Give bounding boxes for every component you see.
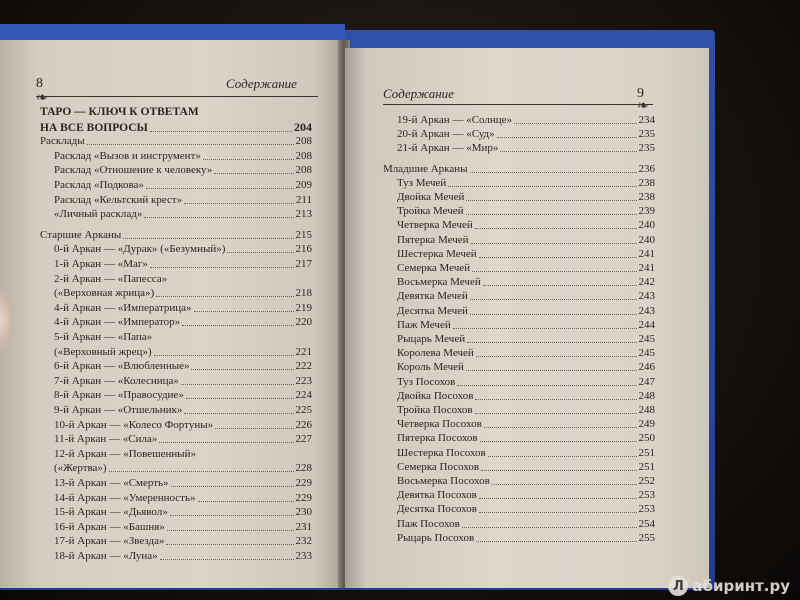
toc-entry bbox=[40, 492, 312, 505]
left-page-number: 8 bbox=[36, 76, 43, 91]
toc-entry-label: Восьмерка Мечей bbox=[397, 276, 481, 289]
toc-entry bbox=[40, 287, 312, 300]
toc-entry-page: 216 bbox=[295, 243, 312, 256]
toc-entry-page: 238 bbox=[638, 191, 655, 203]
toc-entry-page: 234 bbox=[638, 114, 655, 126]
toc-entry-label: Девятка Посохов bbox=[397, 489, 477, 502]
toc-entry bbox=[383, 376, 655, 389]
toc-entry-label: 13-й Аркан — «Смерть» bbox=[54, 477, 169, 489]
toc-leader-dots bbox=[146, 188, 294, 189]
toc-entry-label: Десятка Посохов bbox=[397, 503, 477, 516]
toc-entry-label: 17-й Аркан — «Звезда» bbox=[54, 535, 165, 548]
toc-entry bbox=[40, 331, 312, 344]
toc-leader-dots bbox=[184, 413, 293, 414]
toc-entry-label: Семерка Посохов bbox=[397, 460, 480, 473]
toc-entry-page: 253 bbox=[638, 489, 655, 502]
toc-entry bbox=[40, 389, 312, 402]
toc-entry bbox=[383, 319, 655, 332]
toc-entry-label: Младшие Арканы bbox=[383, 162, 468, 175]
toc-leader-dots bbox=[154, 355, 294, 356]
toc-leader-dots bbox=[472, 271, 636, 272]
toc-leader-dots bbox=[476, 541, 636, 542]
left-page bbox=[0, 40, 342, 588]
toc-entry-page: 253 bbox=[638, 503, 655, 516]
toc-entry-page: 249 bbox=[638, 418, 655, 431]
toc-leader-dots bbox=[475, 399, 636, 400]
right-page-number: 9 bbox=[637, 86, 644, 101]
toc-entry-page: 243 bbox=[638, 304, 655, 317]
toc-entry-label: Шестерка Мечей bbox=[397, 247, 477, 260]
toc-leader-dots bbox=[462, 527, 637, 528]
left-flourish-icon: ❧ bbox=[36, 91, 48, 106]
toc-entry-label: Двойка Мечей bbox=[397, 191, 465, 203]
toc-leader-dots bbox=[166, 544, 293, 545]
toc-leader-dots bbox=[184, 203, 294, 204]
toc-entry-page: 232 bbox=[295, 535, 312, 548]
toc-entry-label: ТАРО — КЛЮЧ К ОТВЕТАМ bbox=[40, 106, 199, 118]
toc-leader-dots bbox=[480, 441, 637, 442]
toc-entry bbox=[383, 461, 655, 474]
toc-leader-dots bbox=[144, 217, 293, 218]
toc-entry-page: 219 bbox=[295, 301, 312, 314]
toc-entry-label: 15-й Аркан — «Дьявол» bbox=[54, 506, 168, 519]
toc-entry bbox=[383, 404, 655, 417]
toc-entry bbox=[383, 163, 655, 176]
toc-entry bbox=[383, 390, 655, 403]
toc-leader-dots bbox=[214, 173, 293, 174]
toc-entry-label: Тройка Мечей bbox=[397, 205, 464, 218]
toc-entry-page: 245 bbox=[638, 347, 655, 360]
right-page bbox=[345, 48, 709, 588]
toc-entry-page: 208 bbox=[295, 135, 312, 148]
toc-leader-dots bbox=[466, 214, 637, 215]
toc-entry-page: 229 bbox=[295, 491, 312, 504]
toc-entry bbox=[40, 164, 312, 177]
toc-entry-label: 4-й Аркан — «Император» bbox=[54, 316, 181, 329]
toc-entry bbox=[383, 305, 655, 318]
toc-entry bbox=[40, 208, 312, 221]
toc-entry-label: 16-й Аркан — «Башня» bbox=[54, 520, 165, 533]
toc-entry-label: Туз Посохов bbox=[397, 375, 456, 388]
left-toc bbox=[40, 106, 312, 576]
toc-leader-dots bbox=[479, 512, 637, 513]
toc-entry-label: 21-й Аркан — «Мир» bbox=[397, 142, 499, 155]
toc-entry-label: Четверка Посохов bbox=[397, 418, 482, 431]
toc-entry-label: Король Мечей bbox=[397, 361, 464, 374]
toc-entry-label: Тройка Посохов bbox=[397, 404, 473, 416]
toc-entry-page: 229 bbox=[295, 477, 312, 489]
toc-entry bbox=[383, 248, 655, 261]
toc-entry-label: 14-й Аркан — «Умеренность» bbox=[54, 491, 196, 504]
toc-entry-label: «Личный расклад» bbox=[54, 208, 143, 221]
toc-entry bbox=[40, 106, 312, 119]
toc-entry bbox=[40, 535, 312, 548]
toc-entry bbox=[383, 432, 655, 445]
toc-entry bbox=[383, 489, 655, 502]
toc-entry bbox=[40, 360, 312, 373]
toc-entry bbox=[383, 503, 655, 516]
toc-entry-label: Рыцарь Посохов bbox=[397, 531, 475, 544]
toc-entry-label: НА ВСЕ ВОПРОСЫ bbox=[40, 121, 148, 134]
toc-leader-dots bbox=[476, 356, 637, 357]
left-header-rule bbox=[36, 96, 318, 97]
toc-entry-label: Восьмерка Посохов bbox=[397, 475, 490, 487]
toc-entry bbox=[383, 290, 655, 303]
toc-entry-label: 7-й Аркан — «Колесница» bbox=[54, 374, 179, 387]
toc-leader-dots bbox=[87, 144, 294, 145]
toc-entry bbox=[40, 316, 312, 329]
toc-entry bbox=[383, 475, 655, 488]
toc-leader-dots bbox=[215, 428, 293, 429]
toc-entry-page: 233 bbox=[295, 550, 312, 562]
toc-leader-dots bbox=[156, 296, 293, 297]
toc-leader-dots bbox=[492, 484, 637, 485]
toc-entry-page: 225 bbox=[295, 404, 312, 416]
toc-entry bbox=[383, 234, 655, 247]
watermark-text: абиринт.ру bbox=[692, 577, 790, 595]
toc-entry-page: 222 bbox=[295, 360, 312, 373]
toc-entry bbox=[40, 477, 312, 490]
toc-leader-dots bbox=[475, 228, 637, 229]
toc-entry-page: 209 bbox=[295, 179, 312, 191]
toc-entry bbox=[383, 447, 655, 460]
toc-entry bbox=[40, 150, 312, 163]
toc-entry bbox=[40, 521, 312, 534]
toc-leader-dots bbox=[150, 267, 294, 268]
toc-entry bbox=[383, 114, 655, 127]
toc-leader-dots bbox=[479, 498, 637, 499]
toc-entry bbox=[40, 448, 312, 461]
toc-entry-label: Пятерка Мечей bbox=[397, 233, 469, 246]
toc-entry bbox=[383, 532, 655, 545]
toc-entry-page: 215 bbox=[295, 228, 312, 241]
toc-entry bbox=[383, 333, 655, 346]
toc-leader-dots bbox=[160, 559, 294, 560]
watermark bbox=[668, 576, 790, 596]
toc-leader-dots bbox=[479, 257, 637, 258]
toc-entry-page: 208 bbox=[295, 149, 312, 162]
right-page-header: Содержание bbox=[383, 86, 454, 101]
labyrinth-logo-icon: Л bbox=[668, 576, 688, 596]
toc-entry-page: 241 bbox=[638, 247, 655, 260]
toc-entry-page: 250 bbox=[638, 432, 655, 445]
toc-leader-dots bbox=[170, 515, 294, 516]
toc-entry bbox=[40, 258, 312, 271]
toc-leader-dots bbox=[484, 427, 637, 428]
toc-entry-page: 240 bbox=[638, 219, 655, 232]
toc-leader-dots bbox=[467, 342, 636, 343]
toc-leader-dots bbox=[475, 413, 637, 414]
toc-entry-page: 230 bbox=[295, 506, 312, 519]
toc-leader-dots bbox=[186, 398, 294, 399]
toc-leader-dots bbox=[497, 137, 637, 138]
toc-leader-dots bbox=[194, 311, 294, 312]
toc-entry-label: Пятерка Посохов bbox=[397, 432, 478, 445]
toc-entry-page: 211 bbox=[295, 193, 312, 206]
toc-entry bbox=[383, 518, 655, 531]
toc-leader-dots bbox=[470, 172, 637, 173]
toc-entry bbox=[40, 462, 312, 475]
toc-entry-label: 12-й Аркан — «Повешенный» bbox=[54, 447, 197, 460]
toc-entry-page: 231 bbox=[295, 520, 312, 533]
toc-leader-dots bbox=[167, 530, 294, 531]
toc-leader-dots bbox=[198, 501, 294, 502]
toc-entry-label: («Верховная жрица») bbox=[54, 287, 155, 300]
toc-entry-label: Шестерка Посохов bbox=[397, 446, 486, 459]
toc-entry-label: 2-й Аркан — «Папесса» bbox=[54, 272, 168, 285]
toc-entry-page: 235 bbox=[638, 128, 655, 141]
right-toc bbox=[383, 114, 655, 564]
toc-entry-page: 243 bbox=[638, 290, 655, 303]
toc-entry-label: 19-й Аркан — «Солнце» bbox=[397, 114, 513, 126]
toc-entry bbox=[383, 276, 655, 289]
toc-entry-page: 223 bbox=[295, 374, 312, 387]
toc-leader-dots bbox=[466, 370, 637, 371]
toc-entry-label: Расклад «Подкова» bbox=[54, 179, 144, 191]
toc-entry-page: 220 bbox=[295, 316, 312, 329]
toc-entry-page: 244 bbox=[638, 318, 655, 331]
toc-entry-page: 235 bbox=[638, 142, 655, 155]
toc-entry bbox=[40, 375, 312, 388]
toc-entry-label: Расклад «Отношение к человеку» bbox=[54, 164, 213, 177]
toc-entry-label: 8-й Аркан — «Правосудие» bbox=[54, 389, 184, 402]
toc-entry-label: Расклады bbox=[40, 135, 85, 148]
toc-entry-label: Расклад «Кельтский крест» bbox=[54, 193, 183, 206]
toc-entry-page: 255 bbox=[638, 531, 655, 544]
toc-leader-dots bbox=[448, 186, 636, 187]
toc-entry-label: («Жертва») bbox=[54, 462, 107, 475]
toc-entry-label: («Верховный жрец») bbox=[54, 345, 152, 358]
toc-leader-dots bbox=[470, 299, 637, 300]
toc-entry-label: Паж Посохов bbox=[397, 517, 460, 530]
toc-leader-dots bbox=[481, 470, 636, 471]
toc-entry bbox=[40, 194, 312, 207]
toc-entry-page: 228 bbox=[295, 462, 312, 475]
toc-entry bbox=[40, 404, 312, 417]
toc-entry-page: 241 bbox=[638, 262, 655, 274]
toc-leader-dots bbox=[483, 285, 637, 286]
toc-entry-page: 238 bbox=[638, 176, 655, 189]
toc-entry-label: 11-й Аркан — «Сила» bbox=[54, 433, 158, 446]
toc-entry bbox=[383, 191, 655, 204]
toc-entry-label: Двойка Посохов bbox=[397, 389, 474, 402]
toc-entry-label: 0-й Аркан — «Дурак» («Безумный») bbox=[54, 243, 226, 256]
toc-entry-page: 236 bbox=[638, 162, 655, 175]
toc-leader-dots bbox=[457, 385, 636, 386]
toc-entry bbox=[40, 179, 312, 192]
toc-entry-label: 4-й Аркан — «Императрица» bbox=[54, 301, 192, 314]
toc-entry-label: Десятка Мечей bbox=[397, 304, 468, 317]
toc-leader-dots bbox=[159, 442, 293, 443]
toc-entry-page: 226 bbox=[295, 418, 312, 431]
toc-leader-dots bbox=[191, 369, 293, 370]
toc-entry-page: 224 bbox=[295, 389, 312, 402]
toc-entry-label: Туз Мечей bbox=[397, 176, 447, 189]
toc-entry-label: 18-й Аркан — «Луна» bbox=[54, 550, 158, 562]
toc-entry-page: 254 bbox=[638, 517, 655, 530]
toc-entry-page: 240 bbox=[638, 233, 655, 246]
toc-entry-label: 1-й Аркан — «Маг» bbox=[54, 258, 148, 270]
toc-entry bbox=[40, 302, 312, 315]
toc-entry bbox=[383, 262, 655, 275]
toc-entry bbox=[40, 135, 312, 148]
toc-entry-page: 204 bbox=[294, 119, 312, 134]
toc-leader-dots bbox=[171, 486, 294, 487]
toc-leader-dots bbox=[471, 243, 637, 244]
toc-entry bbox=[40, 121, 312, 135]
toc-entry-label: Семерка Мечей bbox=[397, 262, 471, 274]
right-flourish-icon: ❧ bbox=[637, 99, 649, 114]
toc-entry-label: Паж Мечей bbox=[397, 318, 451, 331]
toc-entry bbox=[40, 419, 312, 432]
toc-entry-page: 217 bbox=[295, 258, 312, 270]
toc-leader-dots bbox=[109, 471, 294, 472]
toc-entry bbox=[40, 229, 312, 242]
toc-leader-dots bbox=[182, 325, 293, 326]
toc-entry bbox=[383, 219, 655, 232]
toc-leader-dots bbox=[514, 123, 636, 124]
toc-entry-label: 20-й Аркан — «Суд» bbox=[397, 128, 495, 141]
toc-entry-page: 239 bbox=[638, 205, 655, 218]
toc-entry-page: 227 bbox=[295, 433, 312, 446]
toc-leader-dots bbox=[203, 159, 294, 160]
toc-entry-label: Четверка Мечей bbox=[397, 219, 473, 232]
toc-entry-page: 248 bbox=[638, 404, 655, 416]
toc-entry-label: 10-й Аркан — «Колесо Фортуны» bbox=[54, 418, 214, 431]
toc-entry-page: 218 bbox=[295, 287, 312, 300]
toc-leader-dots bbox=[181, 384, 294, 385]
toc-entry-label: Старшие Арканы bbox=[40, 228, 122, 241]
toc-leader-dots bbox=[123, 238, 293, 239]
toc-entry bbox=[383, 418, 655, 431]
toc-entry bbox=[383, 142, 655, 155]
toc-entry-page: 247 bbox=[638, 375, 655, 388]
toc-entry-page: 246 bbox=[638, 361, 655, 374]
toc-entry bbox=[383, 361, 655, 374]
thumb bbox=[0, 290, 14, 350]
toc-entry-page: 242 bbox=[638, 276, 655, 289]
toc-entry-page: 208 bbox=[295, 164, 312, 177]
toc-entry bbox=[40, 433, 312, 446]
toc-entry bbox=[383, 128, 655, 141]
toc-leader-dots bbox=[470, 314, 637, 315]
toc-entry bbox=[40, 346, 312, 359]
toc-entry bbox=[383, 347, 655, 360]
toc-entry-page: 252 bbox=[638, 475, 655, 487]
toc-leader-dots bbox=[488, 456, 637, 457]
toc-leader-dots bbox=[150, 131, 292, 132]
toc-entry-label: Королева Мечей bbox=[397, 347, 474, 360]
toc-entry bbox=[383, 177, 655, 190]
toc-entry bbox=[40, 243, 312, 256]
toc-leader-dots bbox=[500, 151, 636, 152]
toc-entry bbox=[40, 273, 312, 286]
toc-entry bbox=[40, 506, 312, 519]
toc-entry bbox=[40, 550, 312, 563]
toc-entry-label: 9-й Аркан — «Отшельник» bbox=[54, 404, 183, 416]
right-header-rule bbox=[383, 104, 653, 105]
toc-leader-dots bbox=[453, 328, 637, 329]
toc-leader-dots bbox=[466, 200, 636, 201]
toc-entry-page: 221 bbox=[295, 345, 312, 358]
toc-entry-page: 251 bbox=[638, 446, 655, 459]
toc-leader-dots bbox=[227, 252, 293, 253]
toc-entry-page: 245 bbox=[638, 333, 655, 345]
toc-entry bbox=[383, 205, 655, 218]
toc-entry-page: 213 bbox=[295, 208, 312, 221]
toc-entry-label: Девятка Мечей bbox=[397, 290, 468, 303]
toc-entry-label: 5-й Аркан — «Папа» bbox=[54, 331, 153, 343]
toc-entry-label: 6-й Аркан — «Влюбленные» bbox=[54, 360, 190, 373]
toc-entry-page: 251 bbox=[638, 460, 655, 473]
toc-entry-label: Расклад «Вызов и инструмент» bbox=[54, 149, 201, 162]
toc-entry-label: Рыцарь Мечей bbox=[397, 333, 466, 345]
left-page-header: Содержание bbox=[226, 76, 297, 91]
toc-entry-page: 248 bbox=[638, 389, 655, 402]
